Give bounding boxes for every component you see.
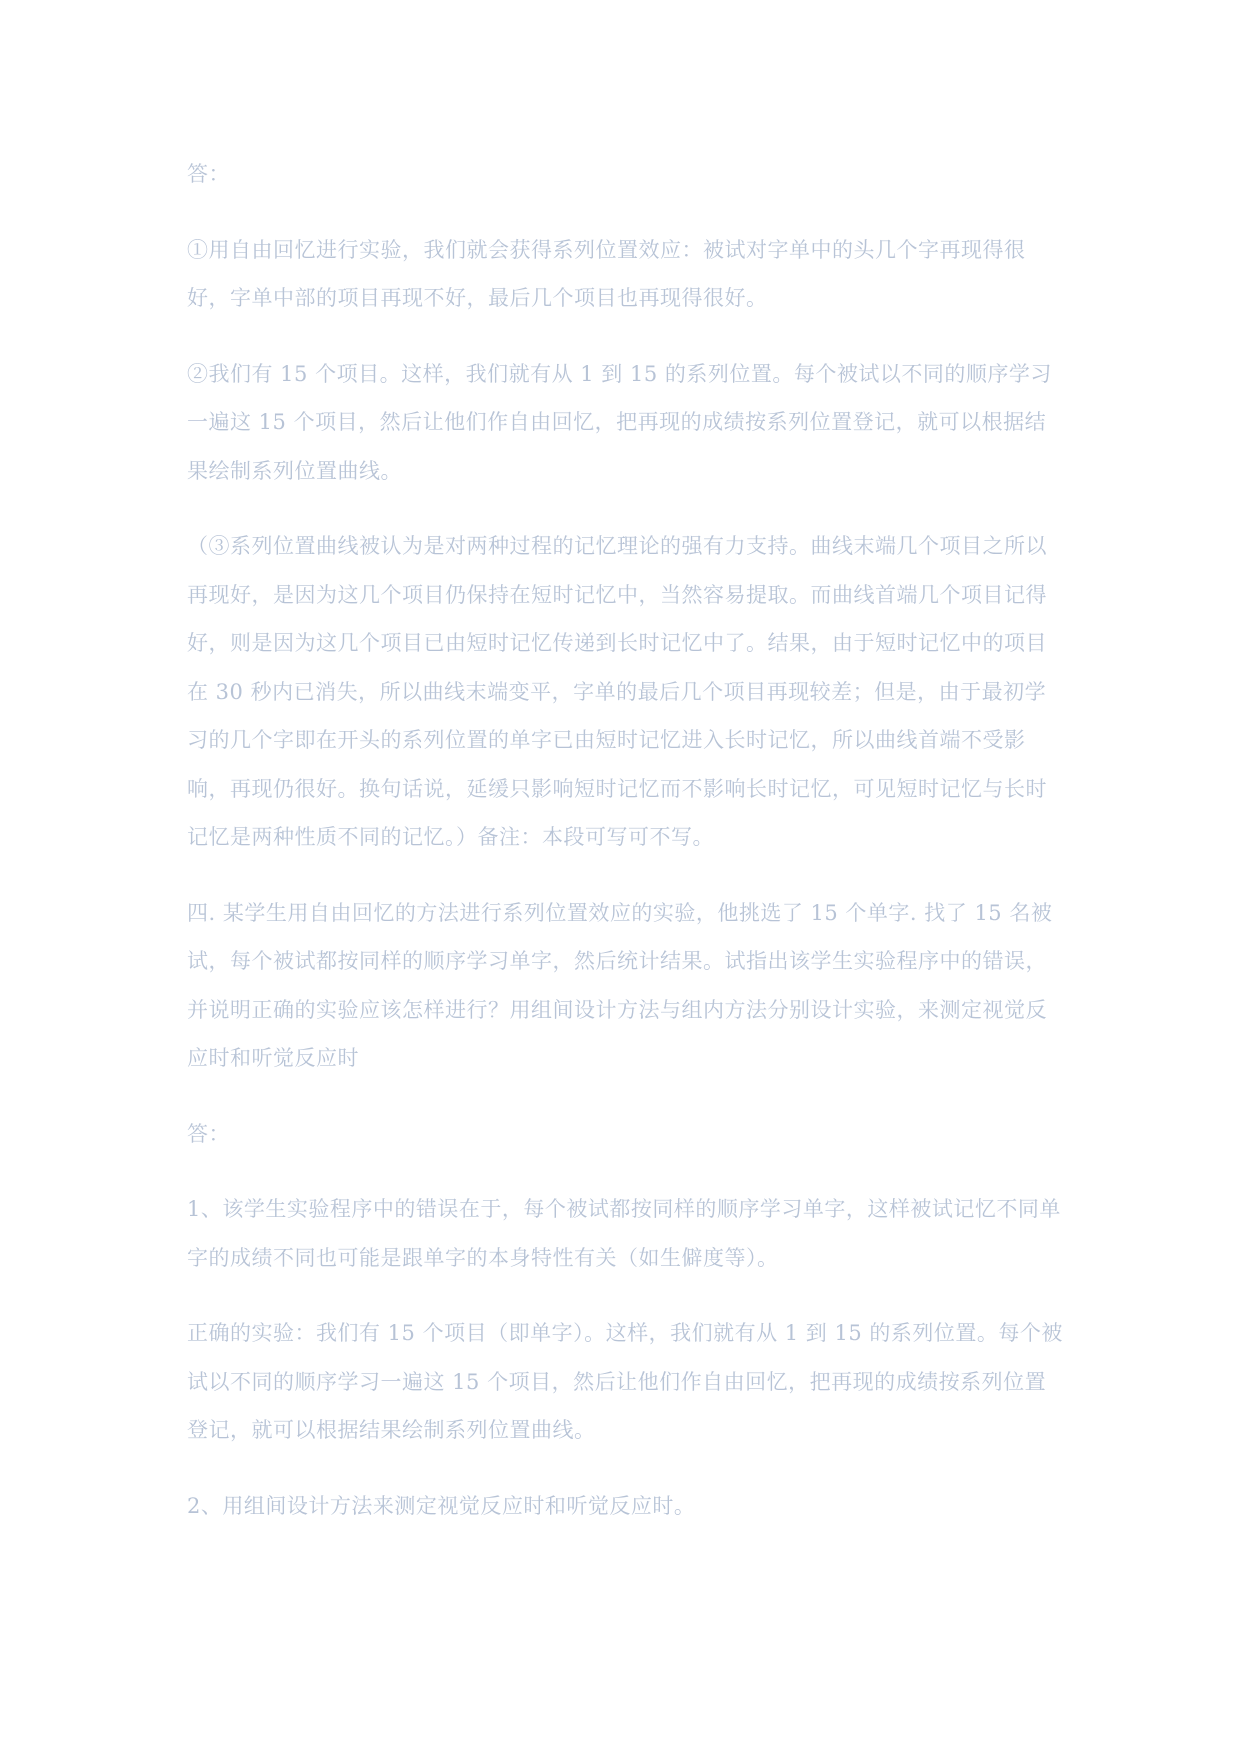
question-four: 四. 某学生用自由回忆的方法进行系列位置效应的实验，他挑选了 15 个单字. 找了 15 名被试，每个被试都按同样的顺序学习单字，然后统计结果。试指出该学生实验程序中的错误，并说明正确的实验应该怎样进行？用组间设计方法与组内方法分别设计实验，来测定视觉反应时和听觉反应时 — [187, 900, 1053, 1070]
paragraph-theory-explanation: （③系列位置曲线被认为是对两种过程的记忆理论的强有力支持。曲线末端几个项目之所以再现好，是因为这几个项目仍保持在短时记忆中，当然容易提取。而曲线首端几个项目记得好，则是因为这几个项目已由短时记忆传递到长时记忆中了。结果，由于短时记忆中的项目在 30 秒内已消失，所以曲线末端变平，字单的最后几个项目再现较差；但是，由于最初学习的几个字即在开头的系列位置的单字已由短时记忆进入长时记忆，所以曲线首端不受影响，再现仍很好。换句话说，延缓只影响短时记忆而不影响长时记忆，可见短时记忆与长时记忆是两种性质不同的记忆。）备注：本段可写可不写。 — [187, 534, 1047, 849]
answer-label-2: 答： — [187, 1121, 230, 1146]
answer-item-1: 1、该学生实验程序中的错误在于，每个被试都按同样的顺序学习单字，这样被试记忆不同单字的成绩不同也可能是跟单字的本身特性有关（如生僻度等）。 — [187, 1197, 1061, 1270]
document-body — [187, 150, 1067, 1557]
paragraph-experiment-procedure: ②我们有 15 个项目。这样，我们就有从 1 到 15 的系列位置。每个被试以不同的顺序学习一遍这 15 个项目，然后让他们作自由回忆，把再现的成绩按系列位置登记，就可以根据结果绘制系列位置曲线。 — [187, 361, 1052, 483]
answer-label: 答： — [187, 162, 230, 186]
answer-item-2: 2、用组间设计方法来测定视觉反应时和听觉反应时。 — [187, 1493, 696, 1518]
paragraph-serial-position-effect: ①用自由回忆进行实验，我们就会获得系列位置效应：被试对字单中的头几个字再现得很好，字单中部的项目再现不好，最后几个项目也再现得很好。 — [187, 237, 1026, 310]
paragraph-correct-experiment: 正确的实验：我们有 15 个项目（即单字）。这样，我们就有从 1 到 15 的系列位置。每个被试以不同的顺序学习一遍这 15 个项目，然后让他们作自由回忆，把再现的成绩按系列位置登记，就可以根据结果绘制系列位置曲线。 — [187, 1321, 1063, 1442]
